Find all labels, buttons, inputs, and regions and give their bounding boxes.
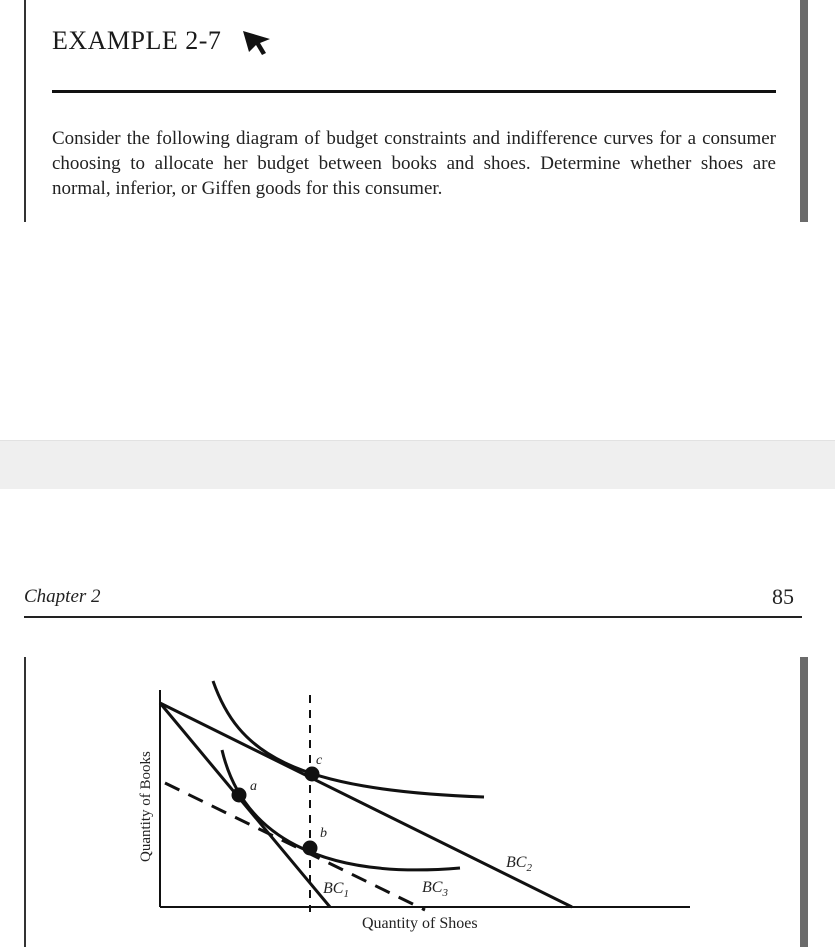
bc3-label: $BC_3$ xyxy=(422,879,448,899)
y-axis-label: Quantity of Books xyxy=(138,751,154,862)
point-c-label: c xyxy=(316,753,323,768)
indifference-curve-lower xyxy=(222,750,460,870)
example-title: EXAMPLE 2-7 xyxy=(52,26,222,55)
point-b-label: b xyxy=(320,826,327,841)
page-number: 85 xyxy=(772,584,794,609)
x-axis-label: Quantity of Shoes xyxy=(362,915,478,932)
point-b-marker xyxy=(303,841,318,856)
point-a-label: a xyxy=(250,779,257,794)
point-a-marker xyxy=(232,788,247,803)
point-c-marker xyxy=(305,767,320,782)
budget-constraint-bc2 xyxy=(160,703,572,907)
bc2-label: $BC_2$ xyxy=(506,854,532,874)
bc1-label: $BC_1$ xyxy=(323,880,349,900)
problem-statement: Consider the following diagram of budget constraints and indifference curves for a consumer choosing to allocate her budget between books and shoes. Determine whether shoes are normal, inferior, or Giffen goods for this consumer. xyxy=(52,128,776,199)
chapter-label: Chapter 2 xyxy=(24,586,101,607)
